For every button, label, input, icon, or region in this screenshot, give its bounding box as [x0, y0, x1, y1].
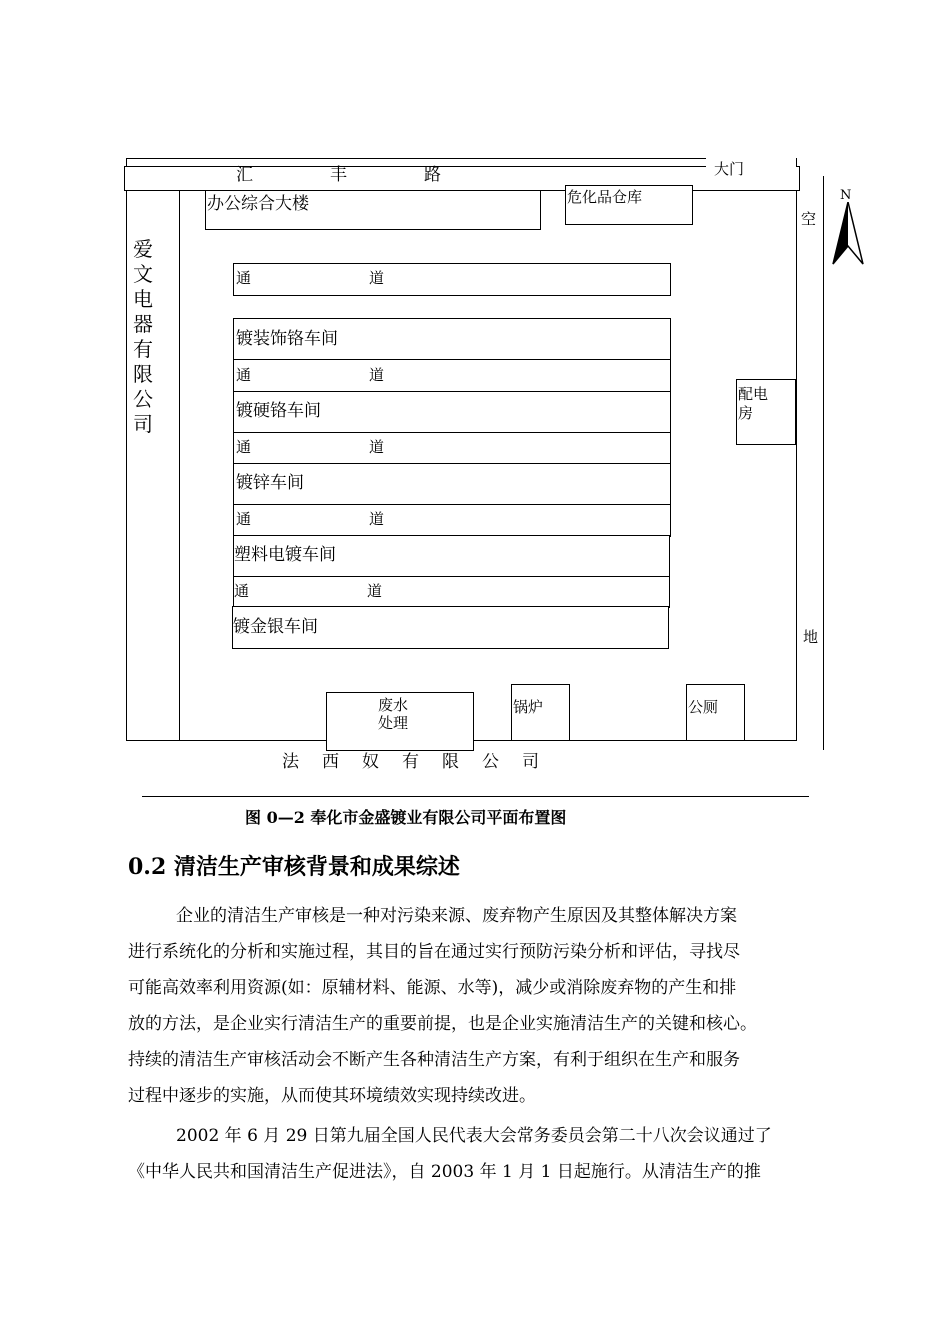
- toilet-label: 公厕: [688, 698, 719, 716]
- bottom-neighbor-label: 法 西 奴 有 限 公 司: [282, 752, 542, 772]
- aisle-label-right: 道: [369, 438, 385, 456]
- road-label: 汇 丰 路: [236, 165, 471, 185]
- aisle-label-right: 道: [369, 366, 385, 384]
- aisle-4: [233, 504, 671, 537]
- aisle-3: [233, 432, 671, 465]
- gate-label: 大门: [714, 160, 745, 178]
- wastewater-label-1: 废水: [378, 696, 409, 714]
- power-room-label-2: 房: [738, 404, 754, 422]
- open-space-label-bottom: 地: [803, 628, 819, 646]
- paragraph-2: 2002 年 6 月 29 日第九届全国人民代表大会常务委员会第二十八次会议通过了 《中华人民共和国清洁生产促进法》，自 2003 年 1 月 1 日起施行。从清洁生产的推: [128, 1126, 772, 1182]
- office-label: 办公综合大楼: [207, 194, 309, 214]
- workshop-label: 镀装饰铬车间: [236, 329, 338, 349]
- aisle-label-right: 道: [369, 510, 385, 528]
- boiler-label: 锅炉: [513, 698, 544, 716]
- open-space-label-top: 空: [801, 210, 817, 228]
- aisle-2: [233, 359, 671, 392]
- hazard-store-label: 危化品仓库: [567, 188, 643, 206]
- left-strip-divider: [179, 190, 180, 741]
- aisle-label-left: 通: [236, 269, 252, 287]
- aisle-5: [233, 576, 670, 608]
- aisle-label-right: 道: [369, 269, 385, 287]
- aisle-1: [233, 263, 671, 296]
- aisle-label-left: 通: [234, 582, 250, 600]
- paragraph-1: 企业的清洁生产审核是一种对污染来源、废弃物产生原因及其整体解决方案 进行系统化的分析和实施过程，其目的旨在通过实行预防污染分析和评估，寻找尽 可能高效率利用资源(如：原辅材料、能源、水等)，减少或消除废弃物的产生和排 放的方法，是企业实行清洁生产的重要前提，也是企业实施清洁生产的关键和核心。 持续的清洁生产审核活动会不断产生各种清洁生产方案，有利于组织在生产和服务 过程中逐步的实施，从而使其环境绩效实现持续改进。: [128, 906, 757, 1106]
- left-neighbor-label: 爱 文 电 器 有 限 公 司: [133, 237, 153, 436]
- workshop-label: 镀锌车间: [236, 473, 304, 493]
- aisle-label-left: 通: [236, 510, 252, 528]
- workshop-label: 镀金银车间: [233, 617, 318, 637]
- north-label: N: [840, 188, 852, 203]
- workshop-label: 镀硬铬车间: [236, 401, 321, 421]
- north-arrow-icon: [829, 202, 869, 266]
- wastewater-label-2: 处理: [378, 714, 409, 732]
- aisle-label-right: 道: [367, 582, 383, 600]
- workshop-label: 塑料电镀车间: [234, 545, 336, 565]
- open-space-boundary: [823, 176, 824, 750]
- power-room-label-1: 配电: [738, 385, 769, 403]
- section-heading: 0.2 清洁生产审核背景和成果综述: [128, 854, 460, 880]
- figure-divider: [142, 796, 809, 797]
- aisle-label-left: 通: [236, 438, 252, 456]
- aisle-label-left: 通: [236, 366, 252, 384]
